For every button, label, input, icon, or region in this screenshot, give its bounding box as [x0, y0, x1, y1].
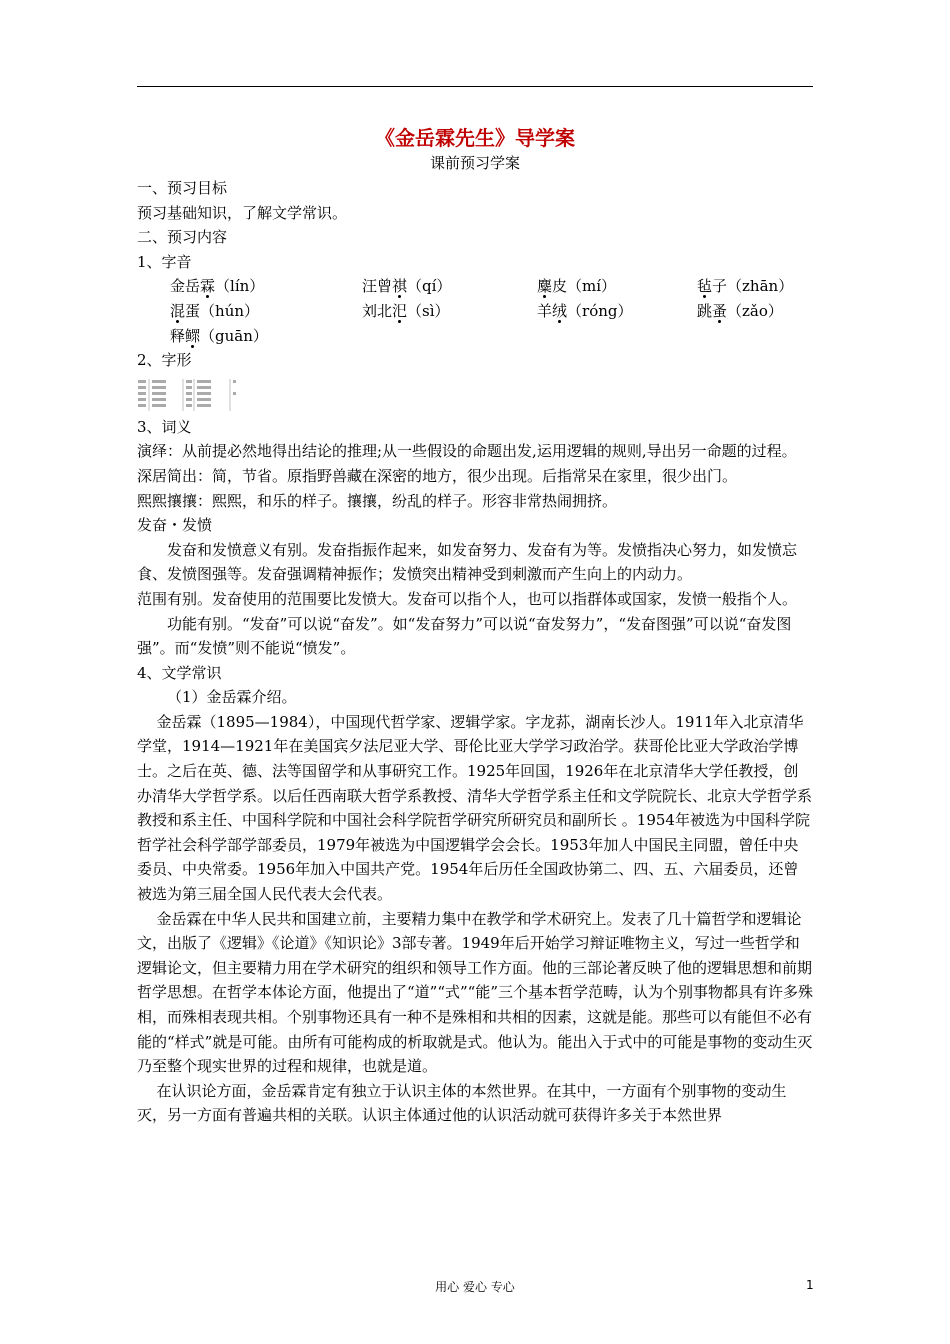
glossary-fafen-para-2: 范围有别。发奋使用的范围要比发愤大。发奋可以指个人，也可以指群体或国家，发愤一般指个人。 — [137, 589, 798, 608]
section-heading-content: 二、预习内容 — [137, 228, 228, 247]
glossary-yanyi: 演绎：从前提必然地得出结论的推理;从一些假设的命题出发,运用逻辑的规则,导出另一命题的过程。 — [137, 442, 797, 461]
glyph-table-image — [137, 379, 237, 411]
pronunciation-item: 汪曾祺（qí） — [362, 277, 452, 296]
glossary-shenju: 深居简出：简，节省。原指野兽藏在深密的地方，很少出现。后指常呆在家里，很少出门。 — [137, 466, 738, 485]
document-subtitle: 课前预习学案 — [429, 154, 520, 172]
pronunciation-item: 金岳霖（lín） — [170, 277, 265, 296]
glossary-fafen-para-1: 发奋和发愤意义有别。发奋指振作起来，如发奋努力、发奋有为等。发愤指决心努力，如发愤忘食、发愤图强等。发奋强调精神振作；发愤突出精神受到刺激而产生向上的内动力。 — [137, 540, 798, 584]
footer-slogan: 用心 爱心 专心 — [435, 1280, 515, 1294]
pronunciation-grid — [137, 274, 813, 348]
pronunciation-item: 毡子（zhān） — [697, 277, 794, 296]
pronunciation-item: 麋皮（mí） — [537, 277, 617, 296]
literature-para-3: 在认识论方面，金岳霖肯定有独立于认识主体的本然世界。在其中，一方面有个别事物的变动生灭，另一方面有普遍共相的关联。认识主体通过他的认识活动就可获得许多关于本然世界 — [137, 1081, 787, 1125]
glossary-fafen-title: 发奋・发愤 — [137, 516, 213, 535]
header-rule — [137, 86, 813, 87]
subsection-heading-pronunciation: 1、字音 — [137, 252, 192, 271]
document-title: 《金岳霖先生》导学案 — [375, 126, 575, 150]
section-goal-text: 预习基础知识，了解文学常识。 — [137, 203, 348, 222]
glyph-table-thumbnail — [137, 379, 237, 411]
document-body — [137, 124, 813, 1128]
pronunciation-item: 释鳏（guān） — [170, 326, 268, 345]
subsection-heading-meaning: 3、词义 — [137, 417, 192, 436]
glossary-xixi: 熙熙攘攘：熙熙，和乐的样子。攘攘，纷乱的样子。形容非常热闹拥挤。 — [137, 491, 618, 510]
glossary-fafen-para-3: 功能有别。“发奋”可以说“奋发”。如“发奋努力”可以说“奋发努力”，“发奋图强”可以说“奋发图强”。而“发愤”则不能说“愤发”。 — [137, 614, 792, 658]
subsection-heading-literature: 4、文学常识 — [137, 663, 222, 682]
literature-intro-label: （1）金岳霖介绍。 — [167, 688, 297, 707]
pronunciation-item: 混蛋（hún） — [170, 301, 260, 320]
pronunciation-item: 羊绒（róng） — [537, 301, 633, 320]
pronunciation-item: 刘北汜（sì） — [362, 301, 450, 320]
literature-para-2: 金岳霖在中华人民共和国建立前，主要精力集中在教学和学术研究上。发表了几十篇哲学和逻辑论文，出版了《逻辑》《论道》《知识论》3部专著。1949年后开始学习辩证唯物主义，写过一些哲学和逻辑论文，但主要精力用在学术研究的组织和领导工作方面。他的三部论著反映了他的逻辑思想和前期哲学思想。在哲学本体论方面，他提出了“道”“式”“能”三个基本哲学范畴，认为个别事物都具有许多殊相，而殊相表现共相。个别事物还具有一种不是殊相和共相的因素，这就是能。那些可以有能但不必有能的“样式”就是可能。由所有可能构成的析取就是式。他认为。能出入于式中的可能是事物的变动生灭乃至整个现实世界的过程和规律，也就是道。 — [137, 909, 814, 1076]
subsection-heading-glyph: 2、字形 — [137, 351, 192, 370]
section-heading-goal: 一、预习目标 — [137, 179, 228, 197]
literature-para-1: 金岳霖（1895—1984），中国现代哲学家、逻辑学家。字龙荪，湖南长沙人。1911年入北京清华学堂，1914—1921年在美国宾夕法尼亚大学、哥伦比亚大学学习政治学。获哥伦比亚大学政治学博士。之后在英、德、法等国留学和从事研究工作。1925年回国，1926年在北京清华大学任教授，创办清华大学哲学系。以后任西南联大哲学系教授、清华大学哲学系主任和文学院院长、北京大学哲学系教授和系主任、中国科学院和中国社会科学院哲学研究所研究员和副所长 。1954年被选为中国科学院哲学社会科学部学部委员，1979年被选为中国逻辑学会会长。1953年加人中国民主同盟，曾任中央委员、中央常委。1956年加入中国共产党。1954年后历任全国政协第二、四、五、六届委员，还曾被选为第三届全国人民代表大会代表。 — [137, 712, 813, 904]
page-number: 1 — [806, 1278, 814, 1292]
pronunciation-item: 跳蚤（zǎo） — [697, 301, 783, 320]
